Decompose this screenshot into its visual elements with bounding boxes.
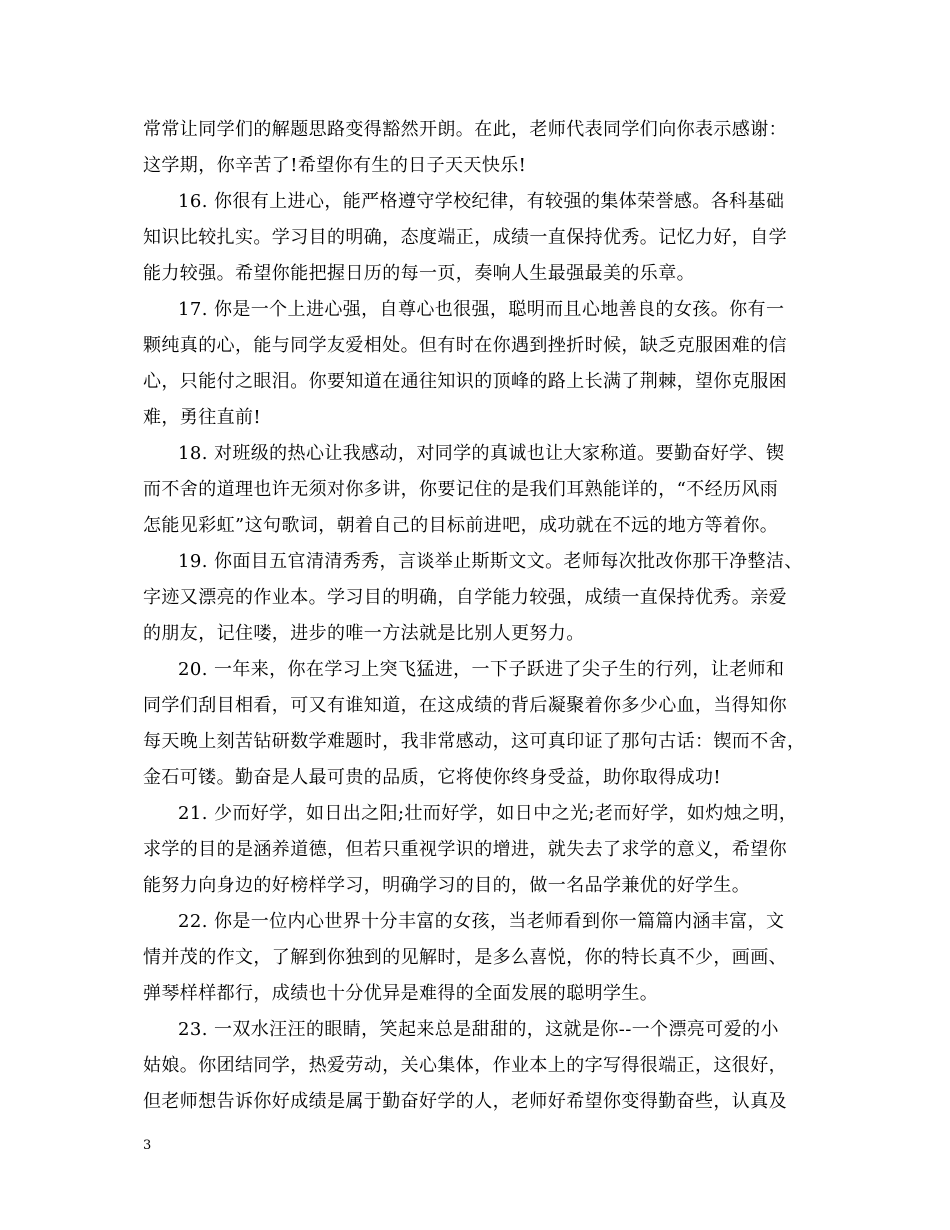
text-line: 常常让同学们的解题思路变得豁然开朗。在此，老师代表同学们向你表示感谢： [143, 119, 787, 140]
text-line: 心，只能付之眼泪。你要知道在通往知识的顶峰的路上长满了荆棘，望你克服困 [143, 371, 787, 392]
text-line: 同学们刮目相看，可又有谁知道，在这成绩的背后凝聚着你多少心血，当得知你 [143, 695, 787, 716]
text-line: 每天晚上刻苦钻研数学难题时，我非常感动，这可真印证了那句古话：锲而不舍， [143, 731, 806, 752]
text-line: 的朋友，记住喽，进步的唯一方法就是比别人更努力。 [143, 623, 585, 644]
text-line: 情并茂的作文，了解到你独到的见解时，是多么喜悦，你的特长真不少，画画、 [143, 947, 787, 968]
text-line: 23. 一双水汪汪的眼睛，笑起来总是甜甜的，这就是你--一个漂亮可爱的小 [178, 1019, 779, 1040]
text-line: 22. 你是一位内心世界十分丰富的女孩，当老师看到你一篇篇内涵丰富，文 [178, 911, 785, 932]
text-line: 怎能见彩虹”这句歌词，朝着自己的目标前进吧，成功就在不远的地方等着你。 [143, 515, 779, 536]
text-line: 姑娘。你团结同学，热爱劳动，关心集体，作业本上的字写得很端正，这很好， [143, 1055, 787, 1076]
text-line: 而不舍的道理也许无须对你多讲，你要记住的是我们耳熟能详的，“不经历风雨 [143, 479, 779, 500]
text-line: 金石可镂。勤奋是人最可贵的品质，它将使你终身受益，助你取得成功! [143, 767, 722, 788]
text-line: 字迹又漂亮的作业本。学习目的明确，自学能力较强，成绩一直保持优秀。亲爱 [143, 587, 787, 608]
page-number: 3 [143, 1138, 152, 1153]
text-line: 16. 你很有上进心，能严格遵守学校纪律，有较强的集体荣誉感。各科基础 [178, 191, 785, 212]
text-line: 但老师想告诉你好成绩是属于勤奋好学的人，老师好希望你变得勤奋些，认真及 [143, 1091, 787, 1112]
text-line: 18. 对班级的热心让我感动，对同学的真诚也让大家称道。要勤奋好学、锲 [178, 443, 785, 464]
text-line: 难，勇往直前! [143, 407, 262, 428]
text-line: 20. 一年来，你在学习上突飞猛进，一下子跃进了尖子生的行列，让老师和 [178, 659, 785, 680]
text-line: 知识比较扎实。学习目的明确，态度端正，成绩一直保持优秀。记忆力好，自学 [143, 227, 787, 248]
text-line: 这学期，你辛苦了!希望你有生的日子天天快乐! [143, 155, 527, 176]
text-line: 能努力向身边的好榜样学习，明确学习的目的，做一名品学兼优的好学生。 [143, 875, 751, 896]
text-line: 弹琴样样都行，成绩也十分优异是难得的全面发展的聪明学生。 [143, 983, 659, 1004]
text-line: 19. 你面目五官清清秀秀，言谈举止斯斯文文。老师每次批改你那干净整洁、 [178, 551, 803, 572]
text-line: 能力较强。希望你能把握日历的每一页，奏响人生最强最美的乐章。 [143, 263, 695, 284]
text-line: 17. 你是一个上进心强，自尊心也很强，聪明而且心地善良的女孩。你有一 [178, 299, 785, 320]
text-line: 求学的目的是涵养道德，但若只重视学识的增进，就失去了求学的意义，希望你 [143, 839, 787, 860]
text-line: 21. 少而好学，如日出之阳;壮而好学，如日中之光;老而好学，如灼烛之明， [178, 803, 798, 824]
text-line: 颗纯真的心，能与同学友爱相处。但有时在你遇到挫折时候，缺乏克服困难的信 [143, 335, 787, 356]
